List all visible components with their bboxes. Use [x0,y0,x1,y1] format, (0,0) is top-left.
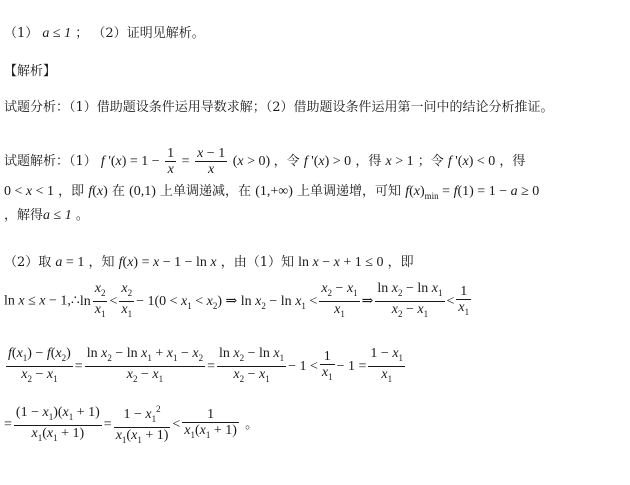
final-chain: = $\frac{(1 - x_1)(x_1 + 1)}{x_1(x_1 + 1)}$ = $\frac{1 - x_1^2}{x_1(x_1 + 1)}$ < $\frac{1}{x_1(x_1 + 1)}$ [4,404,237,445]
end-period-1: 。 [75,208,89,223]
end-period-2: 。 [245,417,259,433]
part2-line-1 [4,255,414,271]
part2-line-2 [4,281,473,324]
answer-separator: ； [75,26,89,41]
solution-label: 试题解析：（1） [4,154,97,169]
solution-line-1 [4,146,525,178]
answer-part1-label: （1） [4,26,39,41]
therefore-symbol: ∴ [70,293,80,309]
analysis-heading: 【解析】 [4,64,57,79]
ji-text: ，即 [58,184,85,199]
answer-part2-label: （2） [92,26,127,41]
minimum-expression: $f(x)_{min} = f(1) = 1 - a \ge 0$ [405,184,540,201]
ling-text: ，令 [273,154,300,169]
solution-line-3 [4,208,89,224]
x-greater-1: x > 1 [385,154,414,169]
f-definition: f(x) = x − 1 − ln x [118,255,217,270]
ln-x-bound: ln x ≤ x − 1, [4,293,71,309]
f-of-x: f(x) [88,184,108,199]
ji-text-2: ，即 [387,255,414,270]
de-text-2: ，得 [499,154,526,169]
part2-line-3 [4,346,407,387]
jie-de-text: ，解得 [4,208,44,223]
you-text: ，由（1）知 [220,255,295,270]
problem-analysis: 试题分析：（1）借助题设条件运用导数求解；（2）借助题设条件运用第一问中的结论分析推证。 [4,100,554,115]
zai-text: 在 [111,184,125,199]
zhi-text: ，知 [88,255,115,270]
answer-part2-text: 证明见解析。 [126,26,205,41]
ln-inequality: ln x − x + 1 ≤ 0 [298,255,384,270]
de-text-1: ，得 [355,154,382,169]
open-interval-1-inf: (1,+∞) [255,184,293,199]
derivative-positive: f '(x) > 0 [303,154,352,169]
answer-line [4,26,205,42]
derivative-expression: f '(x) = 1 − $\frac{1}{x}$ = $\frac{x - 1}{x}$ (x > 0) [100,146,274,178]
interval-0-1: 0 < x < 1 [4,184,55,199]
difference-quotient-chain: $\frac{f(x_1) - f(x_2)}{x_2 - x_1}$ = $\frac{\ln x_2 - \ln x_1 + x_1 - x_2}{x_2 - x_1}$ = $\frac{\ln x_2 - \ln x_1}{x_2 - x_1}$ − 1 < $\frac{1}{x_1}$ − 1 = $\frac{1 - x_1}{x_1}$ [8,346,404,384]
ln-ratio-inequality: ln $\frac{x_2}{x_1}$ < $\frac{x_2}{x_1}$ − $1(0 < x_1 < x_2)$ ⇒ $\ln x_2 - \ln x_1$ < $\frac{x_2 - x_1}{x_1}$ ⇒ $\frac{\ln x_2 - \ln x_1}{x_2 - x_1}$ < $\frac{1}{x_1}$ [79,281,470,319]
open-interval-0-1: (0,1) [129,184,156,199]
increasing-text: 上单调递增，可知 [297,184,402,199]
a-le-1: a ≤ 1 [43,208,72,223]
ling-text-2: ；令 [417,154,444,169]
part2-label: （2）取 [4,255,52,270]
solution-line-2 [4,184,539,204]
answer-part1-math: a ≤ 1 [42,26,72,41]
a-equals-1: a = 1 [55,255,85,270]
derivative-negative: f '(x) < 0 [447,154,496,169]
decreasing-text: 上单调递减，在 [160,184,252,199]
part2-line-4 [4,402,258,448]
